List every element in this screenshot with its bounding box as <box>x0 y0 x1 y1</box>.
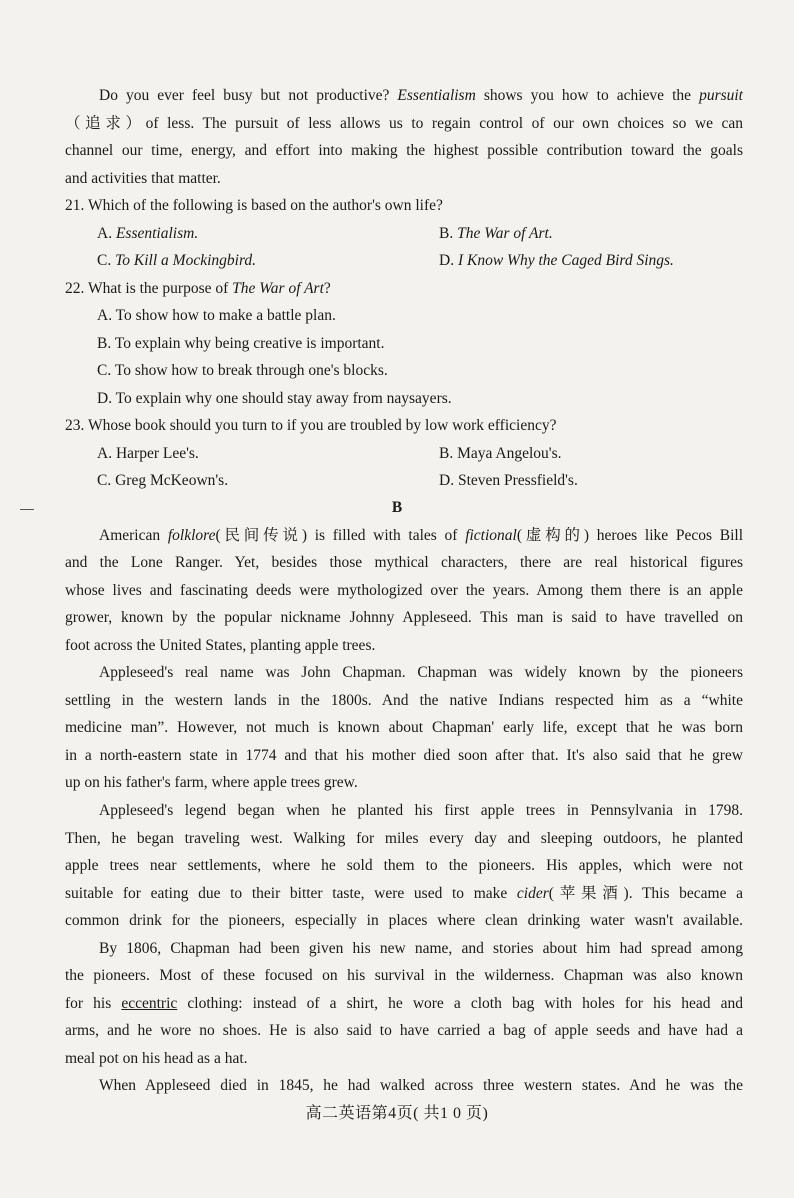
passage-b-p3-line-3: apple trees near settlements, where he sold them to the pioneers. His apples, which were not <box>65 857 743 874</box>
intro-line-2: （追求）of less. The pursuit of less allows us to regain control of our own choices so we can <box>65 115 743 132</box>
intro-line-4: and activities that matter. <box>65 170 221 187</box>
passage-b-p4-line-5: meal pot on his head as a hat. <box>65 1050 248 1067</box>
section-b-heading: B <box>391 499 403 516</box>
italic-term: fictional <box>465 527 517 544</box>
passage-b-p2-line-2: settling in the western lands in the 1800s. And the native Indians respected him as a “white <box>65 692 743 709</box>
option-text: To Kill a Mockingbird. <box>115 252 257 269</box>
option-label: A. <box>97 307 116 324</box>
question-23-option-b <box>439 444 794 464</box>
question-21-option-d <box>439 251 794 271</box>
intro-line-3: channel our time, energy, and effort into making the highest possible contribution toward the goals <box>65 142 743 159</box>
option-text: Maya Angelou's. <box>457 445 562 462</box>
option-label: B. <box>439 225 458 242</box>
option-label: A. <box>97 445 116 462</box>
margin-mark <box>20 509 34 510</box>
option-label: C. <box>97 472 116 489</box>
question-21-stem: 21. Which of the following is based on the author's own life? <box>65 197 443 214</box>
question-23-option-d <box>439 471 794 491</box>
italic-term: Essentialism <box>397 87 476 104</box>
option-label: D. <box>97 390 116 407</box>
passage-b-p1-line-1: American folklore(民间传说) is filled with tales of fictional(虚构的) heroes like Pecos Bill <box>99 527 743 544</box>
passage-b-p1-line-5: foot across the United States, planting apple trees. <box>65 637 376 654</box>
passage-b-p4-line-4: arms, and he wore no shoes. He is also said to have carried a bag of apple seeds and have had a <box>65 1022 743 1039</box>
option-text: The War of Art. <box>457 225 553 242</box>
option-text: Steven Pressfield's. <box>457 472 578 489</box>
passage-b-p1-line-3: whose lives and fascinating deeds were mythologized over the years. Among them there is an apple <box>65 582 743 599</box>
option-label: B. <box>97 335 115 352</box>
option-text: Harper Lee's. <box>115 445 199 462</box>
underlined-word: eccentric <box>121 995 178 1012</box>
option-text: Greg McKeown's. <box>115 472 229 489</box>
option-label: D. <box>439 252 458 269</box>
passage-b-p2-line-5: up on his father's farm, where apple trees grew. <box>65 774 358 791</box>
passage-b-p5-line-1: When Appleseed died in 1845, he had walked across three western states. And he was the <box>99 1077 743 1094</box>
question-23-stem: 23. Whose book should you turn to if you are troubled by low work efficiency? <box>65 417 557 434</box>
option-text: To explain why one should stay away from naysayers. <box>115 390 452 407</box>
passage-b-p3-line-5: common drink for the pioneers, especially in places where clean drinking water wasn't available. <box>65 912 743 929</box>
passage-b-p4-line-1: By 1806, Chapman had been given his new name, and stories about him had spread among <box>99 940 743 957</box>
italic-term: cider <box>516 885 549 902</box>
passage-b-p4-line-2: the pioneers. Most of these focused on his survival in the wilderness. Chapman was also known <box>65 967 743 984</box>
italic-term: pursuit <box>699 87 743 104</box>
option-label: D. <box>439 472 458 489</box>
question-22-option-a <box>97 306 775 326</box>
option-label: C. <box>97 252 116 269</box>
option-label: B. <box>439 445 458 462</box>
question-22-stem: 22. What is the purpose of The War of Art? <box>65 280 331 297</box>
passage-b-p2-line-3: medicine man”. However, not much is known about Chapman' early life, except that he was born <box>65 719 743 736</box>
option-text: To explain why being creative is important. <box>114 335 385 352</box>
passage-b-p2-line-1: Appleseed's real name was John Chapman. Chapman was widely known by the pioneers <box>99 664 743 681</box>
passage-b-p3-line-4: suitable for eating due to their bitter taste, were used to make cider(苹果酒). This became a <box>65 885 743 902</box>
question-21-option-b <box>439 224 794 244</box>
passage-b-p3-line-1: Appleseed's legend began when he planted his first apple trees in Pennsylvania in 1798. <box>99 802 743 819</box>
question-22-option-c <box>97 361 775 381</box>
passage-b-p1-line-2: and the Lone Ranger. Yet, besides those mythical characters, there are real historical figures <box>65 554 743 571</box>
option-text: To show how to make a battle plan. <box>115 307 336 324</box>
question-22-option-b <box>97 334 775 354</box>
option-label: A. <box>97 225 116 242</box>
passage-b-p2-line-4: in a north-eastern state in 1774 and that his mother died soon after that. It's also said that he grew <box>65 747 743 764</box>
option-text: To show how to break through one's blocks. <box>114 362 388 379</box>
passage-b-p4-line-3: for his eccentric clothing: instead of a shirt, he wore a cloth bag with holes for his head and <box>65 995 743 1012</box>
italic-term: The War of Art <box>232 280 324 297</box>
intro-line-1: Do you ever feel busy but not productive? Essentialism shows you how to achieve the pursuit <box>99 87 743 104</box>
option-label: C. <box>97 362 115 379</box>
option-text: I Know Why the Caged Bird Sings. <box>457 252 674 269</box>
italic-term: folklore <box>167 527 216 544</box>
question-22-option-d <box>97 389 775 409</box>
page-footer: 高二英语第4页( 共1 0 页) <box>305 1105 489 1122</box>
passage-b-p3-line-2: Then, he began traveling west. Walking for miles every day and sleeping outdoors, he planted <box>65 830 743 847</box>
passage-b-p1-line-4: grower, known by the popular nickname Johnny Appleseed. This man is said to have travelled on <box>65 609 743 626</box>
option-text: Essentialism. <box>115 225 199 242</box>
